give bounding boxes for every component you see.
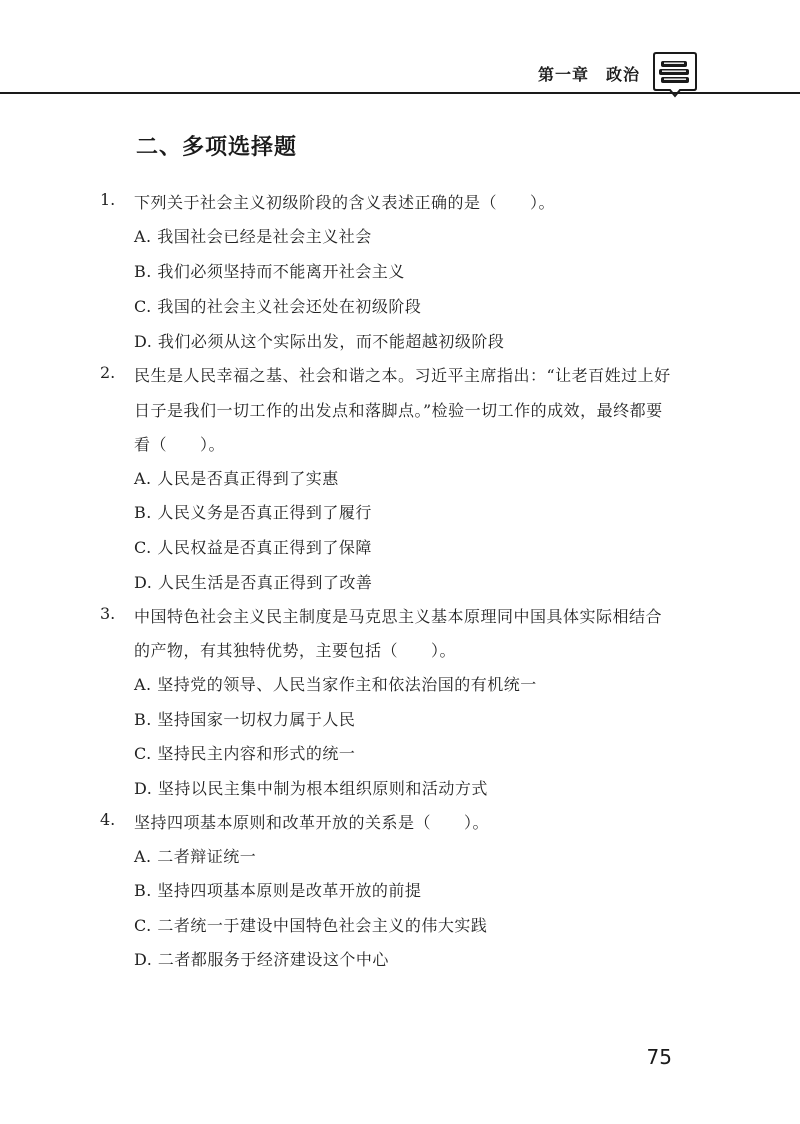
question-option: D. 我们必须从这个实际出发，而不能超越初级阶段: [134, 332, 505, 351]
page-header: [0, 0, 800, 100]
question-option: C. 二者统一于建设中国特色社会主义的伟大实践: [134, 916, 488, 935]
question-option: A. 坚持党的领导、人民当家作主和依法治国的有机统一: [134, 675, 537, 694]
question-stem-line: 中国特色社会主义民主制度是马克思主义基本原理同中国具体实际相结合: [134, 607, 663, 626]
question-option: B. 我们必须坚持而不能离开社会主义: [134, 262, 405, 281]
question-option: A. 人民是否真正得到了实惠: [134, 469, 339, 488]
question-option: C. 坚持民主内容和形式的统一: [134, 744, 356, 763]
question-option: C. 人民权益是否真正得到了保障: [134, 538, 372, 557]
page-number: 75: [646, 1045, 672, 1069]
section-title: 二、多项选择题: [136, 135, 298, 160]
question-option: B. 人民义务是否真正得到了履行: [134, 503, 372, 522]
question-option: A. 我国社会已经是社会主义社会: [134, 227, 372, 246]
question-stem-line: 的产物，有其独特优势，主要包括（ ）。: [134, 641, 457, 660]
header-divider: [0, 92, 800, 94]
question-number: 3.: [100, 604, 116, 623]
question-option: A. 二者辩证统一: [134, 847, 257, 866]
question-stem-line: 坚持四项基本原则和改革开放的关系是（ ）。: [134, 813, 490, 832]
question-option: C. 我国的社会主义社会还处在初级阶段: [134, 297, 422, 316]
question-option: D. 坚持以民主集中制为根本组织原则和活动方式: [134, 779, 488, 798]
question-option: B. 坚持国家一切权力属于人民: [134, 710, 356, 729]
question-stem-line: 下列关于社会主义初级阶段的含义表述正确的是（ ）。: [134, 193, 556, 212]
books-stack-icon: [652, 50, 698, 98]
question-stem-line: 日子是我们一切工作的出发点和落脚点。”检验一切工作的成效，最终都要: [134, 401, 663, 420]
question-number: 2.: [100, 363, 116, 382]
chapter-title: 第一章 政治: [537, 65, 640, 84]
question-stem-line: 看（ ）。: [134, 435, 226, 454]
question-option: D. 人民生活是否真正得到了改善: [134, 573, 373, 592]
question-stem-line: 民生是人民幸福之基、社会和谐之本。习近平主席指出：“让老百姓过上好: [134, 366, 671, 385]
question-number: 4.: [100, 810, 116, 829]
question-option: B. 坚持四项基本原则是改革开放的前提: [134, 881, 422, 900]
question-number: 1.: [100, 190, 116, 209]
question-option: D. 二者都服务于经济建设这个中心: [134, 950, 389, 969]
